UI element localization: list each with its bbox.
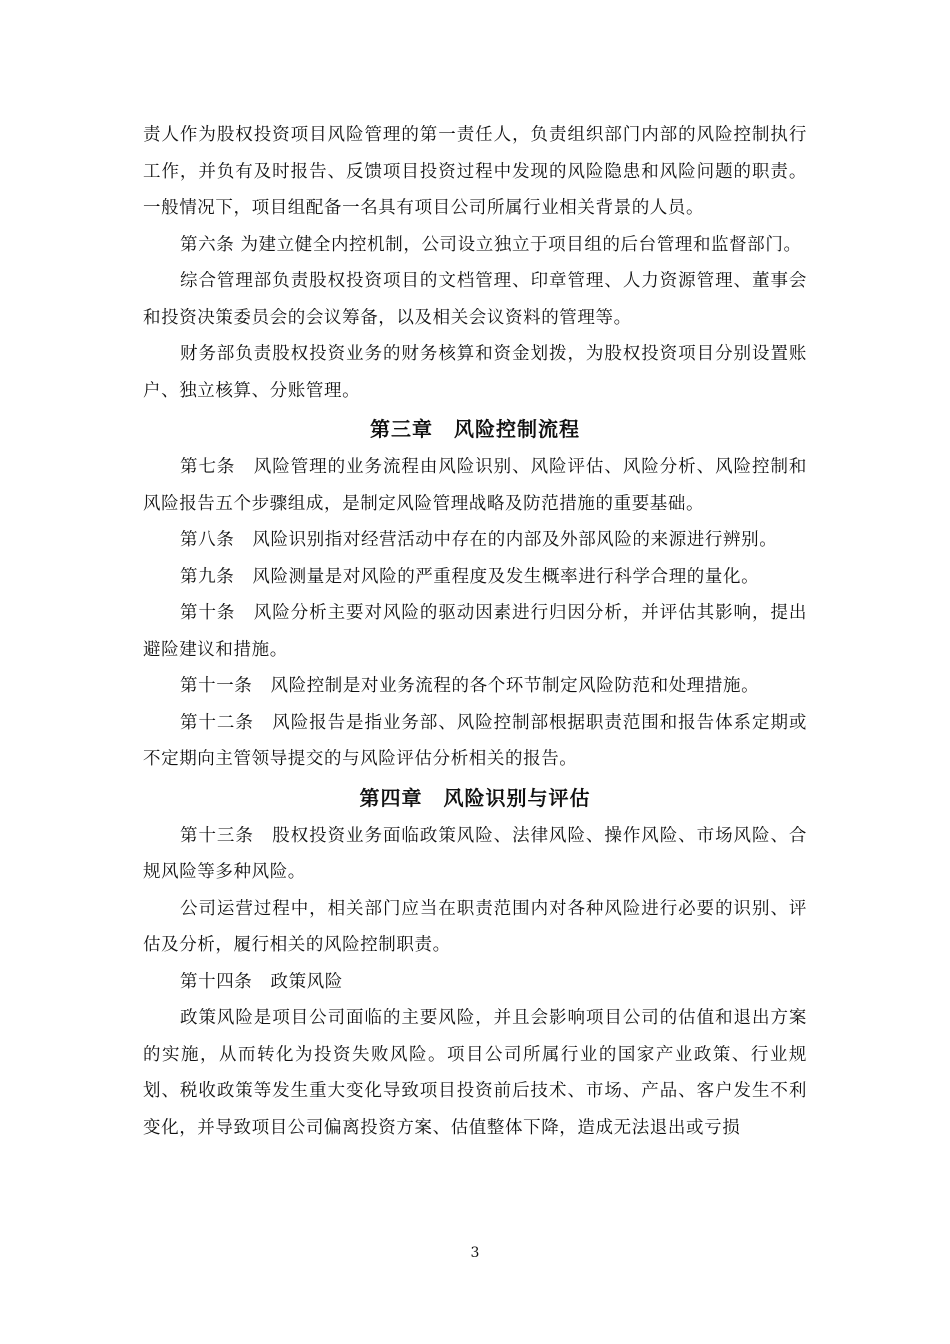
paragraph-article-10: 第十条 风险分析主要对风险的驱动因素进行归因分析，并评估其影响，提出避险建议和措施。 xyxy=(143,603,807,660)
paragraph-operations: 公司运营过程中，相关部门应当在职责范围内对各种风险进行必要的识别、评估及分析，履行相关的风险控制职责。 xyxy=(143,898,807,955)
paragraph-article-7: 第七条 风险管理的业务流程由风险识别、风险评估、风险分析、风险控制和风险报告五个步骤组成，是制定风险管理战略及防范措施的重要基础。 xyxy=(143,457,807,514)
paragraph-article-6: 第六条 为建立健全内控机制，公司设立独立于项目组的后台管理和监督部门。 xyxy=(180,234,802,255)
paragraph-article-11: 第十一条 风险控制是对业务流程的各个环节制定风险防范和处理措施。 xyxy=(180,676,760,696)
paragraph-general-management: 综合管理部负责股权投资项目的文档管理、印章管理、人力资源管理、董事会和投资决策委员会的会议筹备，以及相关会议资料的管理等。 xyxy=(143,271,807,328)
paragraph-policy-risk: 政策风险是项目公司面临的主要风险，并且会影响项目公司的估值和退出方案的实施，从而转化为投资失败风险。项目公司所属行业的国家产业政策、行业规划、税收政策等发生重大变化导致项目投资前后技术、市场、产品、客户发生不利变化，并导致项目公司偏离投资方案、估值整体下降，造成无法退出或亏损 xyxy=(143,1008,807,1138)
paragraph-article-13: 第十三条 股权投资业务面临政策风险、法律风险、操作风险、市场风险、合规风险等多种风险。 xyxy=(143,825,807,882)
paragraph-article-12: 第十二条 风险报告是指业务部、风险控制部根据职责范围和报告体系定期或不定期向主管领导提交的与风险评估分析相关的报告。 xyxy=(143,712,807,769)
paragraph-continued: 责人作为股权投资项目风险管理的第一责任人，负责组织部门内部的风险控制执行工作，并负有及时报告、反馈项目投资过程中发现的风险隐患和风险问题的职责。一般情况下，项目组配备一名具有项目公司所属行业相关背景的人员。 xyxy=(143,125,807,218)
paragraph-article-14: 第十四条 政策风险 xyxy=(180,971,343,992)
paragraph-article-8: 第八条 风险识别指对经营活动中存在的内部及外部风险的来源进行辨别。 xyxy=(180,530,778,550)
page-number: 3 xyxy=(470,1245,480,1261)
document-body xyxy=(143,117,807,1146)
chapter-heading-3: 第三章 风险控制流程 xyxy=(370,417,580,441)
chapter-heading-4: 第四章 风险识别与评估 xyxy=(359,785,591,810)
paragraph-article-9: 第九条 风险测量是对风险的严重程度及发生概率进行科学合理的量化。 xyxy=(180,566,760,587)
paragraph-finance-department: 财务部负责股权投资业务的财务核算和资金划拨，为股权投资项目分别设置账户、独立核算、分账管理。 xyxy=(143,344,807,401)
